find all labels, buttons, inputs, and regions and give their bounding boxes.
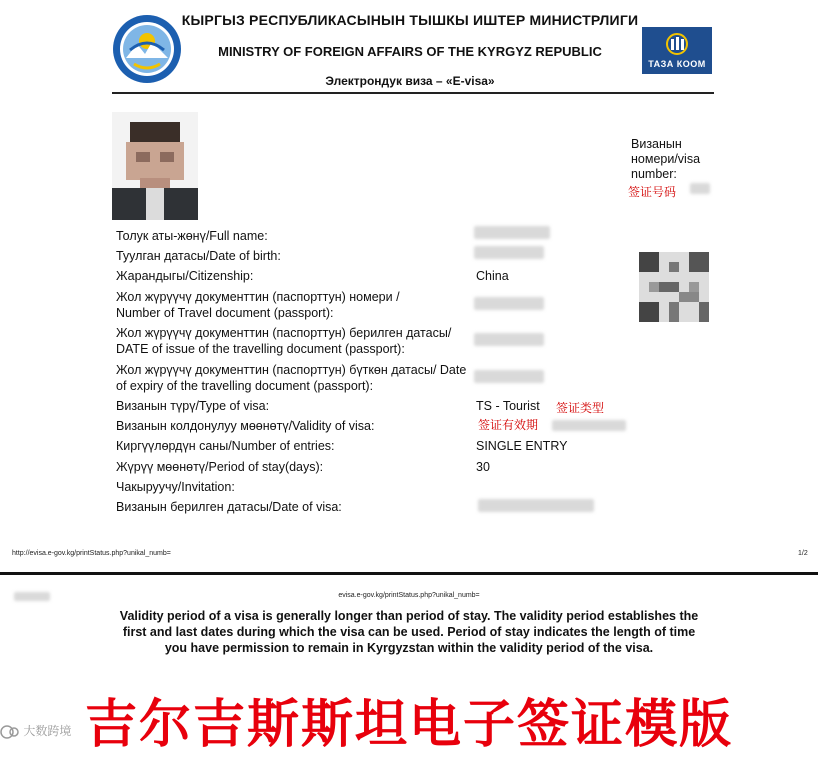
page-separator: [0, 572, 818, 575]
visa-number-redacted: [690, 183, 710, 194]
field-passport-expiry-label: Жол жүрүүчү документтин (паспорттун) бүткөн датасы/ Date of expiry of the travelling document (passport):: [116, 363, 467, 393]
field-period-of-stay-value: 30: [476, 460, 490, 474]
field-passport-expiry-redacted: [474, 370, 544, 383]
field-invitation-label: Чакыруучу/Invitation:: [116, 480, 235, 494]
field-date-of-visa-label: Визанын берилген датасы/Date of visa:: [116, 500, 342, 514]
header-divider: [112, 92, 714, 94]
watermark-logo-icon: [0, 725, 20, 739]
field-passport-number-redacted: [474, 297, 544, 310]
field-visa-validity-redacted: [552, 420, 626, 431]
field-passport-issue-label: Жол жүрүүчү документтин (паспорттун) берилген датасы/ DATE of issue of the travelling document (passport):: [116, 326, 452, 356]
field-visa-type-value: TS - Tourist: [476, 399, 540, 413]
field-passport-number-label: Жол жүрүүчү документтин (паспорттун) номери / Number of Travel document (passport):: [116, 290, 400, 320]
qr-code-icon: [639, 252, 709, 322]
ministry-title-kyrgyz: КЫРГЫЗ РЕСПУБЛИКАСЫНЫН ТЫШКЫ ИШТЕР МИНИСТРЛИГИ: [181, 12, 639, 28]
ministry-title-english: MINISTRY OF FOREIGN AFFAIRS OF THE KYRGYZ REPUBLIC: [218, 44, 602, 59]
page2-url: evisa.e-gov.kg/printStatus.php?unikal_numb=: [338, 592, 480, 599]
field-visa-validity-label: Визанын колдонулуу мөөнөтү/Validity of visa:: [116, 419, 375, 433]
field-date-of-birth-label: Туулган датасы/Date of birth:: [116, 249, 281, 263]
taza-koom-logo: [642, 27, 712, 74]
page-number: 1/2: [798, 550, 808, 557]
validity-explanation-paragraph: Validity period of a visa is generally longer than period of stay. The validity period establishes the first and last dates during which the visa can be used. Period of stay indicates the length of time you have permission to remain in Kyrgyzstan within the validity period of the visa.: [119, 609, 699, 655]
watermark: [0, 722, 71, 739]
field-full-name-redacted: [474, 226, 550, 239]
applicant-photo: [112, 112, 198, 220]
taza-koom-logo-icon: [666, 33, 688, 55]
visa-number-label: Визанын номери/visa number:: [631, 137, 701, 181]
field-period-of-stay-label: Жүрүү мөөнөтү/Period of stay(days):: [116, 460, 324, 474]
overlay-title: 吉尔吉斯斯坦电子签证模版: [84, 694, 733, 755]
field-citizenship-value: China: [476, 269, 509, 283]
field-entries-value: SINGLE ENTRY: [476, 439, 568, 453]
print-url-footer: http://evisa.e-gov.kg/printStatus.php?unikal_numb=: [12, 550, 171, 557]
watermark-text: 大数跨境: [23, 724, 72, 738]
field-citizenship-label: Жарандыгы/Citizenship:: [116, 269, 254, 283]
field-date-of-birth-redacted: [474, 246, 544, 259]
visa-number-annotation: 签证号码: [628, 185, 677, 199]
field-passport-issue-redacted: [474, 333, 544, 346]
field-visa-type-annotation: 签证类型: [556, 401, 605, 415]
evisa-subtitle: Электрондук виза – «E-visa»: [325, 74, 495, 88]
field-full-name-label: Толук аты-жөнү/Full name:: [116, 229, 268, 243]
field-entries-label: Киргүүлөрдүн саны/Number of entries:: [116, 439, 335, 453]
field-date-of-visa-redacted: [478, 499, 594, 512]
logo-text: ТАЗА КООМ: [648, 59, 706, 69]
field-visa-validity-annotation: 签证有效期: [478, 418, 539, 432]
field-visa-type-label: Визанын түрү/Type of visa:: [116, 399, 270, 413]
